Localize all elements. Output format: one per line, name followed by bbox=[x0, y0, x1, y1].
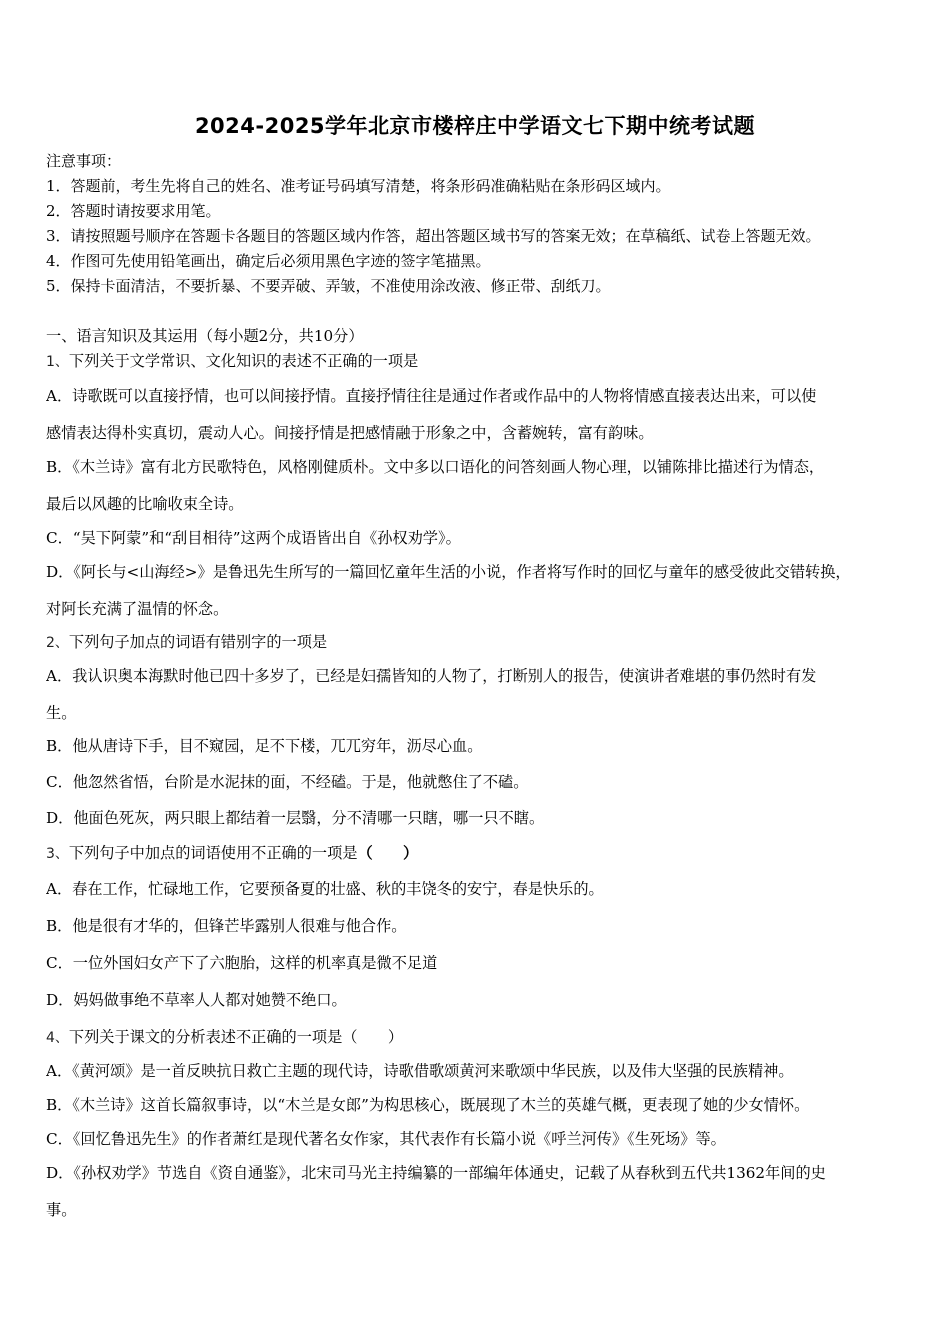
question-number: 2、 bbox=[46, 635, 69, 651]
option-a: A．我认识奥本海默时他已四十多岁了，已经是妇孺皆知的人物了，打断别人的报告，使演讲者难堪的事仍然时有发 bbox=[46, 667, 817, 685]
question-text: 下列句子中加点的词语使用不正确的一项是 bbox=[68, 844, 358, 862]
option-d: D．他面色死灰，两只眼上都结着一层翳，分不清哪一只瞎，哪一只不瞎。 bbox=[46, 809, 545, 827]
option-a: A．诗歌既可以直接抒情，也可以间接抒情。直接抒情往往是通过作者或作品中的人物将情感直接表达出来，可以使 bbox=[46, 387, 817, 405]
notes-item: 5．保持卡面清洁，不要折暴、不要弄破、弄皱，不准使用涂改液、修正带、刮纸刀。 bbox=[46, 277, 611, 295]
page-title: 2024-2025学年北京市楼梓庄中学语文七下期中统考试题 bbox=[194, 114, 756, 138]
answer-paren: （ ） bbox=[357, 844, 419, 862]
option-c: C．《回忆鲁迅先生》的作者萧红是现代著名女作家，其代表作有长篇小说《呼兰河传》《生死场》等。 bbox=[46, 1130, 726, 1148]
option-b: B．《木兰诗》这首长篇叙事诗，以“木兰是女郎”为构思核心，既展现了木兰的英雄气概，更表现了她的少女情怀。 bbox=[46, 1096, 810, 1114]
question-2-stem bbox=[46, 631, 916, 654]
notes-item: 2．答题时请按要求用笔。 bbox=[46, 202, 221, 220]
notes-item: 1．答题前，考生先将自己的姓名、准考证号码填写清楚，将条形码准确粘贴在条形码区域内。 bbox=[46, 177, 671, 195]
option-a-cont: 生。 bbox=[46, 704, 77, 722]
question-text: 下列关于课文的分析表述不正确的一项是（ ） bbox=[68, 1028, 404, 1046]
question-number: 4、 bbox=[46, 1030, 69, 1046]
option-d-cont: 事。 bbox=[46, 1201, 77, 1219]
option-a-cont: 感情表达得朴实真切，震动人心。间接抒情是把感情融于形象之中，含蓄婉转，富有韵味。 bbox=[46, 424, 654, 442]
question-number: 3、 bbox=[46, 846, 69, 862]
option-d: D．《阿长与<山海经>》是鲁迅先生所写的一篇回忆童年生活的小说，作者将写作时的回忆与童年的感受彼此交错转换， bbox=[46, 563, 851, 581]
option-b: B．他从唐诗下手，目不窥园，足不下楼，兀兀穷年，沥尽心血。 bbox=[46, 737, 483, 755]
section-heading: 一、语言知识及其运用（每小题2分，共10分） bbox=[46, 327, 364, 345]
notes-heading: 注意事项： bbox=[46, 152, 122, 170]
question-text: 下列句子加点的词语有错别字的一项是 bbox=[68, 633, 328, 651]
option-d: D．妈妈做事绝不草率人人都对她赞不绝口。 bbox=[46, 991, 347, 1009]
option-b-cont: 最后以风趣的比喻收束全诗。 bbox=[46, 495, 244, 513]
question-4-stem bbox=[46, 1026, 916, 1049]
question-1-stem bbox=[46, 350, 916, 373]
question-text: 下列关于文学常识、文化知识的表述不正确的一项是 bbox=[68, 352, 419, 370]
notes-item: 3．请按照题号顺序在答题卡各题目的答题区域内作答，超出答题区域书写的答案无效；在草稿纸、试卷上答题无效。 bbox=[46, 227, 821, 245]
option-b: B．他是很有才华的，但锋芒毕露别人很难与他合作。 bbox=[46, 917, 407, 935]
option-a: A．春在工作，忙碌地工作，它要预备夏的壮盛、秋的丰饶冬的安宁，春是快乐的。 bbox=[46, 880, 604, 898]
option-a: A．《黄河颂》是一首反映抗日救亡主题的现代诗，诗歌借歌颂黄河来歌颂中华民族，以及伟大坚强的民族精神。 bbox=[46, 1062, 794, 1080]
option-c: C．他忽然省悟，台阶是水泥抹的面，不经磕。于是，他就憋住了不磕。 bbox=[46, 773, 529, 791]
option-b: B．《木兰诗》富有北方民歌特色，风格刚健质朴。文中多以口语化的问答刻画人物心理，以铺陈排比描述行为情态， bbox=[46, 458, 825, 476]
question-3-stem bbox=[46, 842, 916, 865]
notes-item: 4．作图可先使用铅笔画出，确定后必须用黑色字迹的签字笔描黑。 bbox=[46, 252, 491, 270]
option-d-cont: 对阿长充满了温情的怀念。 bbox=[46, 600, 229, 618]
question-number: 1、 bbox=[46, 354, 69, 370]
option-c: C．一位外国妇女产下了六胞胎，这样的机率真是微不足道 bbox=[46, 954, 438, 972]
option-d: D．《孙权劝学》节选自《资自通鉴》，北宋司马光主持编纂的一部编年体通史，记载了从春秋到五代共1362年间的史 bbox=[46, 1164, 826, 1182]
option-c: C．“吴下阿蒙”和“刮目相待”这两个成语皆出自《孙权劝学》。 bbox=[46, 529, 461, 547]
